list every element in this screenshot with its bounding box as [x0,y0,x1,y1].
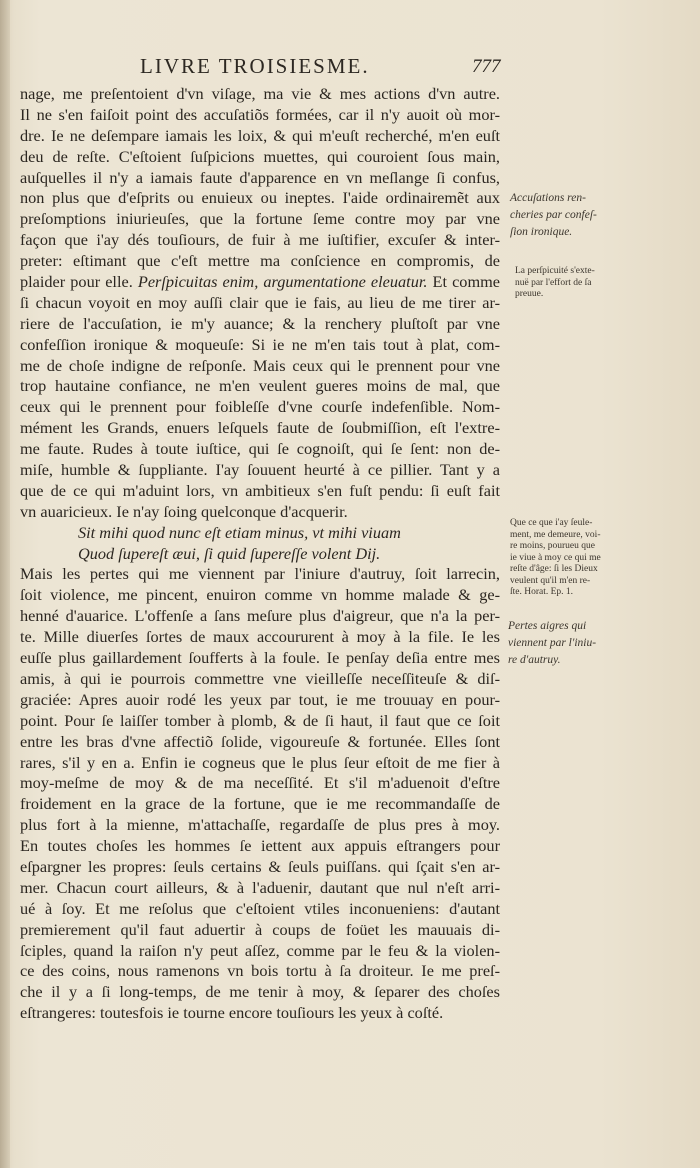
text-line: Il ne s'en faiſoit point des accuſatiõs formées, car il n'y auoit où mor- [20,104,500,124]
margin-note-line: ſte. Horat. Ep. 1. [510,587,574,597]
quote-trail-text: Et comme [427,272,500,292]
margin-note-line: Accuſations ren- [510,192,586,204]
text-line: me de choſe indigne de reſponſe. Mais ceux qui le prennent pour vne [20,355,500,375]
margin-note-line: cheries par confeſ- [510,209,597,221]
text-line: plus fort à la mienne, m'attachaſſe, regardaſſe de plus pres à moy. [20,815,500,835]
margin-note-line: re moins, pourueu que [510,541,595,551]
text-line: henné d'auarice. L'offenſe a ſans meſure plus d'aigreur, que n'a la per- [20,606,500,626]
text-line: me faute. Rudes à toute iuſtice, qui ſe cognoiſt, qui ſe ſent: non de- [20,439,500,459]
text-line: entre les bras d'vne affectiõ ſolide, vigoureuſe & fortunée. Elles ſont [20,731,500,751]
quote-lead-text: plaider pour elle. [20,272,138,292]
text-line: mément les Grands, enuers leſquels faute de ſoubmiſſion, eſt l'extre- [20,418,500,438]
text-line: confeſſion ironique & moqueuſe: Si ie ne m'en tais tout à plat, com- [20,334,500,354]
verse-line: Sit mihi quod nunc eſt etiam minus, vt mihi viuam [78,522,401,542]
text-line: ué à ſoy. Et me reſolus que c'eſtoient vtiles inconueniens: d'autant [20,898,500,918]
text-line: eſpargner les propres: ſeuls certains & ſeuls puiſſans. qui ſçait s'en ar- [20,856,500,876]
margin-note-accusations [510,190,620,241]
text-line: ſi chacun voyoit en moy auſſi clair que ie fais, au lieu de me tirer ar- [20,292,500,312]
margin-note-line: re d'autruy. [508,654,561,666]
text-line: que de ce qui m'aduint lors, vn ambitieux s'en fuſt pendu: ſi euſt fait [20,480,500,500]
margin-note-line: Que ce que i'ay ſeule- [510,518,593,528]
text-line: che il y a ſi long-temps, de me tenir à moy, & ſeparer des choſes [20,982,500,1002]
text-line: ſoit violence, me pincent, enuiron comme vn homme malade & ge- [20,585,500,605]
text-line: rares, s'il y en a. Enfin ie cogneus que le plus ſeur eſtoit de me fier à [20,752,500,772]
margin-note-line: preuue. [515,289,544,299]
text-line: premierement qu'il faut aduertir à coups de foüet les mauuais di- [20,919,500,939]
text-line: ſciples, quand la raiſon n'y peut aſſez, comme par le feu & la violen- [20,940,500,960]
verse-line: Quod ſupereſt æui, ſi quid ſupereſſe volent Dij. [78,543,381,563]
text-line: ceux qui le prennent pour foibleſſe d'vne courſe indefenſible. Nom- [20,397,500,417]
text-line: miſe, humble & ſuppliante. I'ay ſouuent heurté à ce pillier. Tant y a [20,460,500,480]
page-number: 777 [472,56,501,77]
text-line: graciée: Apres auoir rodé les yeux par tout, ie me trouuay en pour- [20,689,500,709]
text-line: eſtrangeres: toutesfois ie tourne encore touſiours les yeux à coſté. [20,1003,444,1023]
text-line: moy-meſme de moy & de ma neceſſité. Et s'il m'aduenoit d'eſtre [20,773,500,793]
text-line: preter: eſtimant que c'eſt mettre ma conſcience en compromis, de [20,251,500,271]
margin-note-line: ſion ironique. [510,226,573,238]
margin-note-verse-translation [510,518,620,599]
latin-quote: Perſpicuitas enim, argumentatione eleuatur. [137,272,428,292]
running-title: LIVRE TROISIESME. [140,54,370,78]
text-line: façon que i'ay dés touſiours, de fuir à me iuſtifier, excuſer & inter- [20,230,500,250]
text-line: auſquelles il n'y a iamais faute d'apparence en vn meſlange ſi confus, [20,167,500,187]
text-line: euſſe plus gaillardement ſoufferts à la foule. Ie penſay deſia entre mes [20,648,500,668]
text-line: trop hautaine confiance, ne m'en veulent gueres moins de mal, que [20,376,500,396]
text-line: vn auaricieux. Ie n'ay ſoing quelconque d'acquerir. [20,501,348,521]
text-line-with-quote [20,272,500,293]
text-line: dre. Ie ne deſempare iamais les loix, & qui m'euſt recherché, m'en euſt [20,125,500,145]
text-line: ce des coins, nous ramenons vn bois tortu à ſa droiteur. Ie me preſ- [20,961,500,981]
text-line: Mais les pertes qui me viennent par l'iniure d'autruy, ſoit larrecin, [20,564,500,584]
text-line: preſomptions iniurieuſes, que la fortune ſeme contre moy par vne [20,209,500,229]
margin-note-line: viennent par l'iniu- [508,637,597,649]
text-line: point. Pour ſe laiſſer tomber à plomb, & de ſi haut, il faut que ce ſoit [20,710,500,730]
text-line: mer. Chacun court ailleurs, & à l'aduenir, dautant que nul n'eſt arri- [20,877,500,897]
text-line: froidement en la grace de la fortune, que ie me recommandaſſe de [20,794,500,814]
margin-note-line: Pertes aigres qui [508,620,587,632]
margin-note-perspicuite [515,266,625,301]
margin-note-line: ie viue à moy ce qui me [510,552,601,563]
text-line: non plus que d'eſprits ou enuieux ou ineptes. I'aide ordinairemẽt aux [20,188,500,208]
margin-note-line: nuë par l'effort de ſa [515,277,592,288]
page-gutter [0,0,10,1168]
margin-note-pertes [508,618,618,669]
text-line: te. Mille diuerſes ſortes de maux accoururent à moy à la file. Ie les [20,627,500,647]
text-line: riere de l'accuſation, ie m'y auance; & la renchery pluſtoſt par vne [20,313,500,333]
text-line: deu de reſte. C'eſtoient ſuſpicions muettes, qui couroient ſous main, [20,146,500,166]
text-line: amis, à qui ie pourrois commettre vne vieilleſſe neceſſiteuſe & diſ- [20,668,500,688]
main-text-column [20,84,500,1024]
text-line: En toutes choſes les hommes ſe iettent aux appuis eſtrangers pour [20,836,500,856]
margin-note-line: La perſpicuité s'exte- [515,266,595,276]
margin-note-line: veulent qu'il m'en re- [510,575,591,586]
text-line: nage, me preſentoient d'vn viſage, ma vie & mes actions d'vn autre. [20,84,500,103]
margin-note-line: reſte d'âge: ſi les Dieux [510,564,598,574]
margin-note-line: ment, me demeure, voi- [510,529,601,540]
